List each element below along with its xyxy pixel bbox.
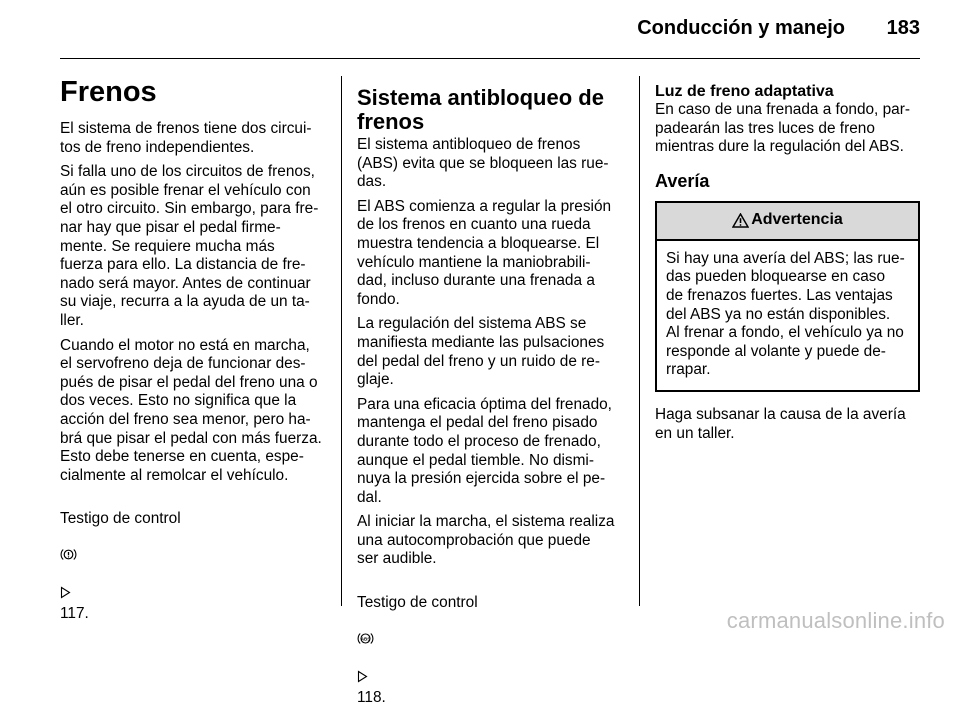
arrow-reference-icon xyxy=(357,651,368,688)
column-divider xyxy=(639,76,640,606)
svg-text:ABS: ABS xyxy=(360,636,371,642)
warning-triangle-icon xyxy=(732,213,749,228)
column-adaptive-brake-light xyxy=(655,76,920,449)
column-abs xyxy=(357,80,627,713)
reference-line xyxy=(357,575,627,707)
reference-text: Testigo de control xyxy=(357,593,478,611)
paragraph: El sistema antibloqueo de frenos (ABS) evita que se bloqueen las rue- das. xyxy=(357,136,609,191)
paragraph: La regulación del sistema ABS se manifiesta mediante las pulsaciones del pedal del freno y un ruido de re- glaje. xyxy=(357,315,605,389)
warning-header xyxy=(657,203,918,241)
paragraph: Para una eficacia óptima del frenado, mantenga el pedal del freno pisado durante todo el proceso de frenado, aunque el pedal tiemble. No dismi- nuya la presión ejercida sobre el pe- dal. xyxy=(357,395,612,506)
section-title: Conducción y manejo xyxy=(637,17,845,39)
heading-adaptive-brake-light: Luz de freno adaptativa xyxy=(655,83,834,100)
arrow-reference-icon xyxy=(60,568,71,605)
reference-text: Testigo de control xyxy=(60,509,181,527)
heading-abs: Sistema antibloqueo de frenos xyxy=(357,85,604,134)
abs-icon xyxy=(357,612,374,651)
heading-fault: Avería xyxy=(655,170,710,191)
page-header xyxy=(0,0,960,60)
column-divider xyxy=(341,76,342,606)
warning-text: Si hay una avería del ABS; las rue- das pueden bloquearse en caso de frenazos fuertes. Las ventajas del ABS ya no están disponibles. Al frenar a fondo, el vehículo ya no responde al volante y puede de- rrapar. xyxy=(666,249,905,379)
paragraph: Al iniciar la marcha, el sistema realiza una autocomprobación que puede ser audible. xyxy=(357,513,615,568)
paragraph: En caso de una frenada a fondo, par- padearán las tres luces de freno mientras dure la regulación del ABS. xyxy=(655,101,910,156)
reference-line xyxy=(60,491,328,623)
brake-warning-icon xyxy=(60,528,77,567)
heading-brakes: Frenos xyxy=(60,76,157,108)
warning-box xyxy=(655,201,920,392)
paragraph: Si falla uno de los circuitos de frenos, aún es posible frenar el vehículo con el otro circuito. Sin embargo, para fre- nar hay que pisar el pedal firme- mente. Se requiere mucha más fuerza para ello. La distancia de fre- nado será mayor. Antes de continuar su viaje, recurra a la ayuda de un ta- ller. xyxy=(60,163,319,329)
paragraph: El ABS comienza a regular la presión de los frenos en cuanto una rueda muestra tendencia a bloquearse. El vehículo mantiene la maniobrabili- dad, incluso durante una frenada a fondo. xyxy=(357,197,612,308)
paragraph: Cuando el motor no está en marcha, el servofreno deja de funcionar des- pués de pisar el pedal del freno una o dos veces. Esto no significa que la acción del freno sea menor, pero ha- brá que pisar el pedal con más fuerza. Esto debe tenerse en cuenta, espe- cialmente al remolcar el vehículo. xyxy=(60,336,322,484)
paragraph: El sistema de frenos tiene dos circui- tos de freno independientes. xyxy=(60,120,312,156)
paragraph: Haga subsanar la causa de la avería en un taller. xyxy=(655,405,906,442)
column-brakes xyxy=(60,72,328,629)
watermark: carmanualsonline.info xyxy=(726,608,945,633)
header-rule xyxy=(60,58,920,59)
page-number: 183 xyxy=(886,17,920,39)
reference-page: 118. xyxy=(357,688,386,706)
warning-title: Advertencia xyxy=(751,211,843,229)
reference-page: 117. xyxy=(60,604,89,622)
